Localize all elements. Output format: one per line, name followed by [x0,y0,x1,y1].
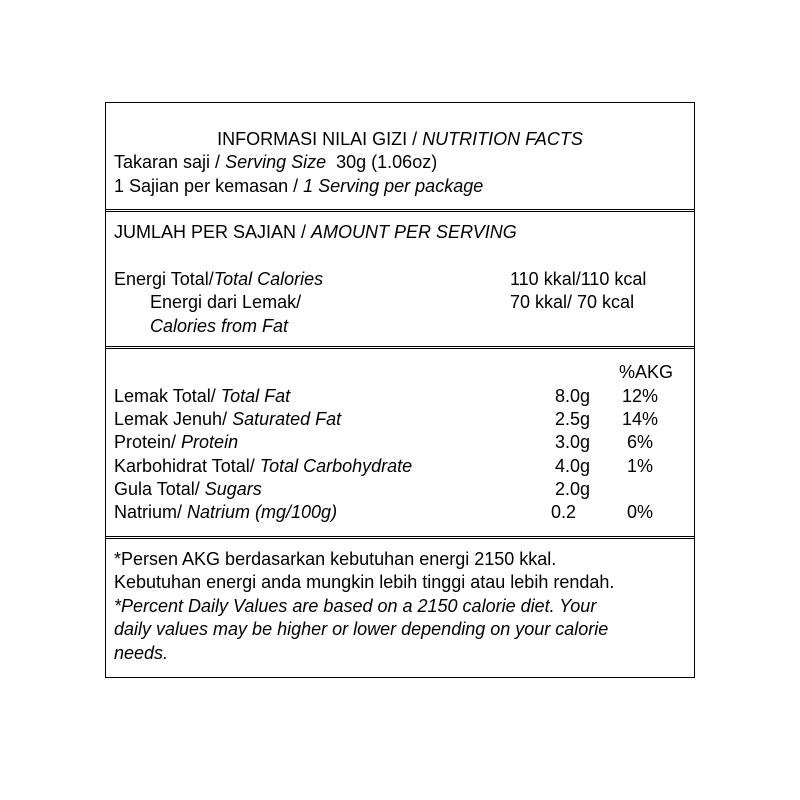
serving-size-label-en: Serving Size [225,152,327,172]
servings-per-package [114,175,483,197]
footnote-line: Kebutuhan energi anda mungkin lebih tinggi atau lebih rendah. [114,572,615,592]
divider-1 [106,209,694,212]
nutrient-label [114,431,238,453]
serving-size [114,151,437,173]
label-title [106,128,694,150]
nutrient-dv: 14% [621,409,659,429]
serving-size-label-id: Takaran saji / [114,152,226,172]
footnote-line: needs. [114,643,169,663]
nutrient-label [114,408,341,430]
fat-calories-label-id: Energi dari Lemak/ [150,292,302,312]
nutrient-amount: 4.0g [554,456,590,476]
nutrient-amount: 2.5g [554,409,590,429]
nutrient-dv: 6% [626,432,653,452]
nutrient-label-en: Total Carbohydrate [259,456,413,476]
nutrition-label [105,102,695,678]
nutrient-label-id: Lemak Total/ [114,386,221,406]
footnote-line: *Percent Daily Values are based on a 2150 calorie diet. Your [114,596,597,616]
footnote-line: daily values may be higher or lower depending on your calorie [114,619,609,639]
nutrient-label-id: Lemak Jenuh/ [114,409,233,429]
total-calories-label [114,268,323,290]
nutrient-label [114,501,337,523]
fat-calories-value: 70 kkal/ 70 kcal [510,292,635,312]
nutrient-label-en: Saturated Fat [232,409,342,429]
nutrient-label-en: Sugars [204,479,262,499]
nutrient-label-id: Karbohidrat Total/ [114,456,260,476]
nutrient-dv: 12% [621,386,659,406]
servings-per-package-en: 1 Serving per package [303,176,484,196]
servings-per-package-id: 1 Sajian per kemasan / [114,176,304,196]
nutrient-label-id: Natrium/ [114,502,188,522]
nutrient-label [114,385,290,407]
nutrient-amount: 8.0g [554,386,590,406]
total-calories-label-en: Total Calories [213,269,324,289]
amount-heading [114,221,517,243]
amount-heading-id: JUMLAH PER SAJIAN / [114,222,312,242]
nutrient-label-en: Total Fat [220,386,291,406]
nutrient-amount: 3.0g [554,432,590,452]
nutrient-label-id: Gula Total/ [114,479,205,499]
nutrient-label [114,478,262,500]
divider-3 [106,536,694,539]
total-calories-label-id: Energi Total/ [114,269,214,289]
total-calories-value: 110 kkal/110 kcal [510,269,647,289]
nutrient-amount: 0.2 [550,502,576,522]
nutrient-label [114,455,412,477]
nutrient-amount: 2.0g [554,479,590,499]
fat-calories-label-en: Calories from Fat [150,316,289,336]
nutrient-label-en: Protein [181,432,239,452]
amount-heading-en: AMOUNT PER SERVING [311,222,517,242]
label-title-en: NUTRITION FACTS [422,129,583,149]
label-title-id: INFORMASI NILAI GIZI / [217,129,423,149]
nutrient-dv: 0% [626,502,653,522]
dv-header: %AKG [619,362,674,382]
divider-2 [106,346,694,349]
nutrient-label-en: Natrium (mg/100g) [187,502,338,522]
nutrient-label-id: Protein/ [114,432,182,452]
serving-size-value: 30g (1.06oz) [326,152,438,172]
nutrient-dv: 1% [626,456,653,476]
footnote-line: *Persen AKG berdasarkan kebutuhan energi 2150 kkal. [114,549,557,569]
